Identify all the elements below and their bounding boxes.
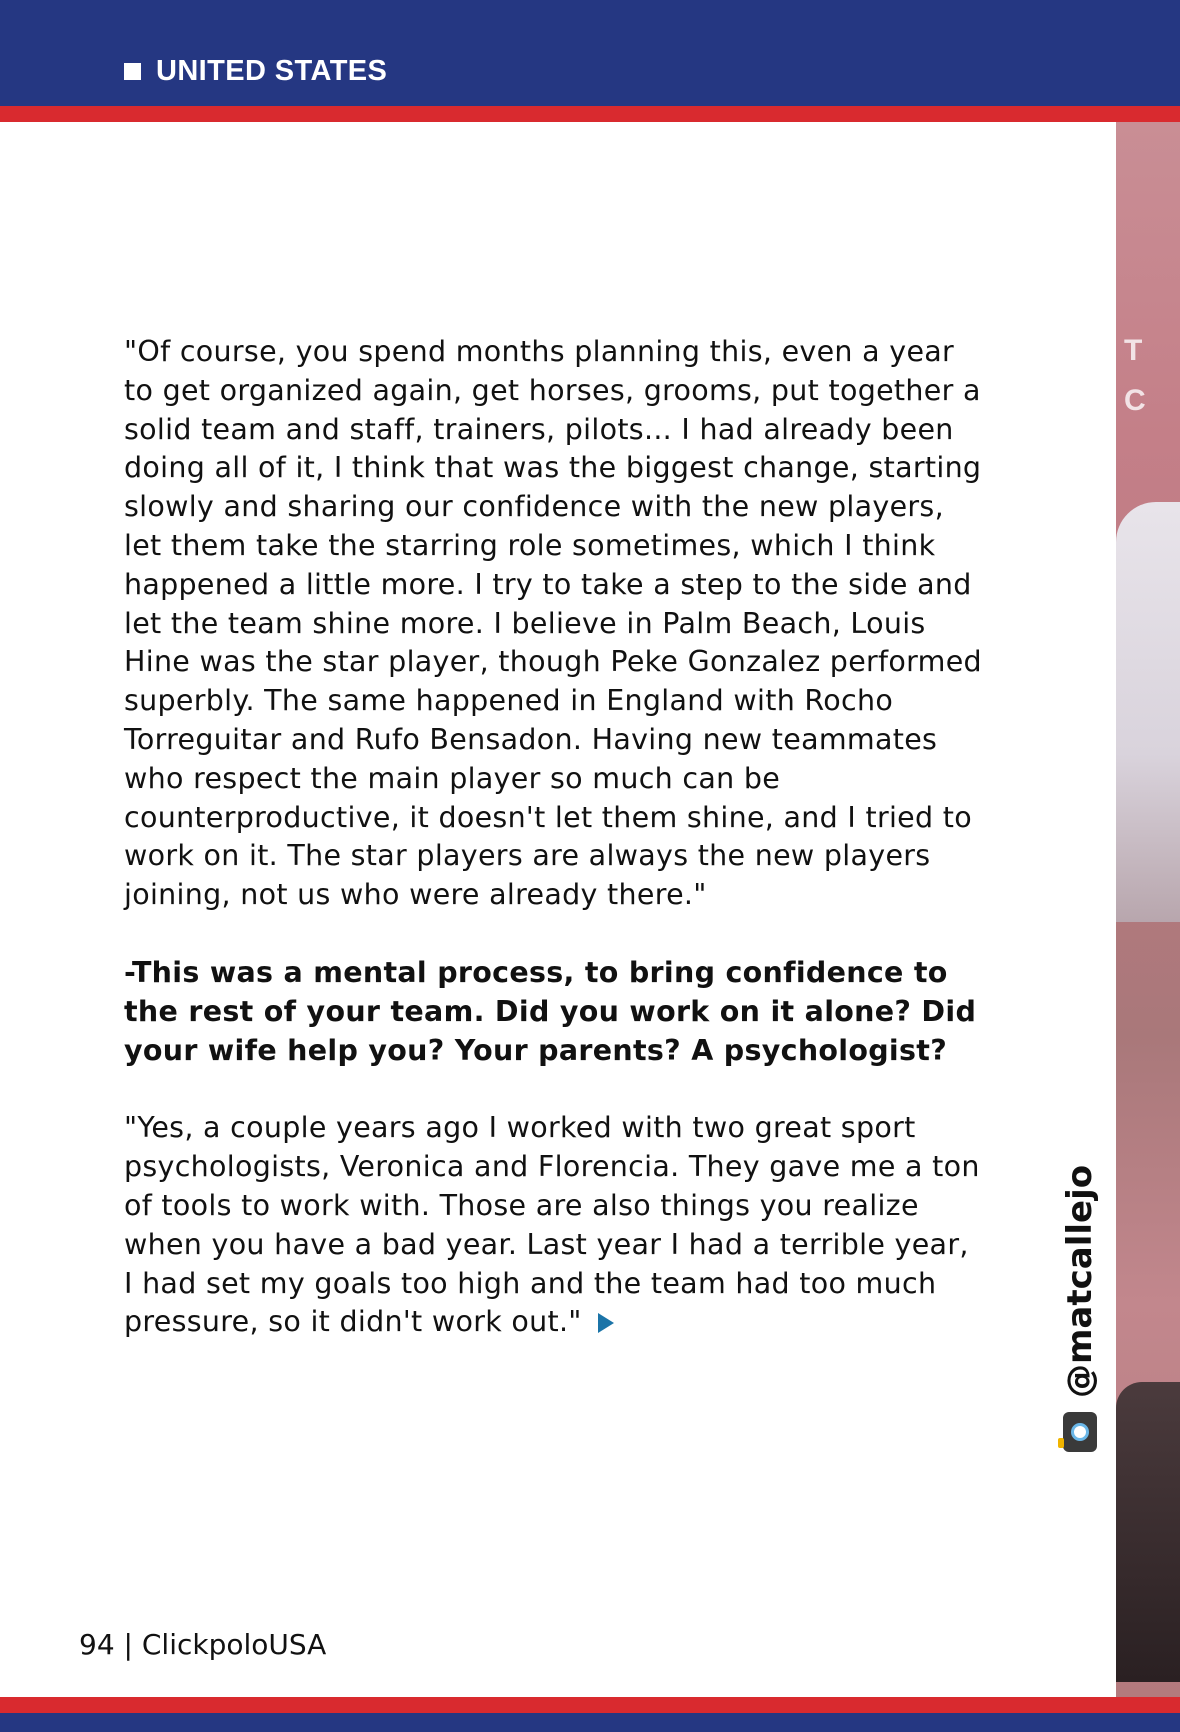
cropped-photo	[1116, 122, 1180, 1697]
page-footer: 94 | ClickpoloUSA	[79, 1628, 327, 1661]
photo-credit	[1060, 1165, 1100, 1452]
photo-credit-text: @matcallejo	[1060, 1164, 1100, 1398]
section-label-text: UNITED STATES	[156, 54, 388, 87]
article-body	[124, 333, 986, 1342]
square-bullet-icon	[124, 63, 141, 80]
section-label	[124, 50, 387, 92]
header-stripe	[0, 106, 1180, 122]
answer-paragraph-2	[124, 1109, 986, 1342]
camera-icon	[1063, 1412, 1097, 1452]
photo-trophy	[1116, 1382, 1180, 1682]
photo-sign-letter: T	[1124, 334, 1143, 367]
photo-sign-letter: C	[1124, 384, 1146, 417]
footer-band	[0, 1713, 1180, 1732]
footer-stripe	[0, 1697, 1180, 1713]
photo-player-shirt	[1116, 502, 1180, 922]
play-arrow-icon	[598, 1313, 614, 1333]
answer-paragraph: "Of course, you spend months planning this, even a year to get organized again, get horses, grooms, put together a solid team and staff, trainers, pilots... I had already been doing all of it, I think that was the biggest change, starting slowly and sharing our confidence with the new players, let them take the starring role sometimes, which I think happened a little more. I try to take a step to the side and let the team shine more. I believe in Palm Beach, Louis Hine was the star player, though Peke Gonzalez performed superbly. The same happened in England with Rocho Torreguitar and Rufo Bensadon. Having new teammates who respect the main player so much can be counterproductive, it doesn't let them shine, and I tried to work on it. The star players are always the new players joining, not us who were already there."	[124, 335, 982, 912]
interview-question: -This was a mental process, to bring confidence to the rest of your team. Did you work on it alone? Did your wife help you? Your parents? A psychologist?	[124, 955, 977, 1067]
answer-paragraph-2-text: "Yes, a couple years ago I worked with two great sport psychologists, Veronica and Florencia. They gave me a ton of tools to work with. Those are also things you realize when you have a bad year. Last year I had a terrible year, I had set my goals too high and the team had too much pressure, so it didn't work out."	[124, 1111, 980, 1339]
